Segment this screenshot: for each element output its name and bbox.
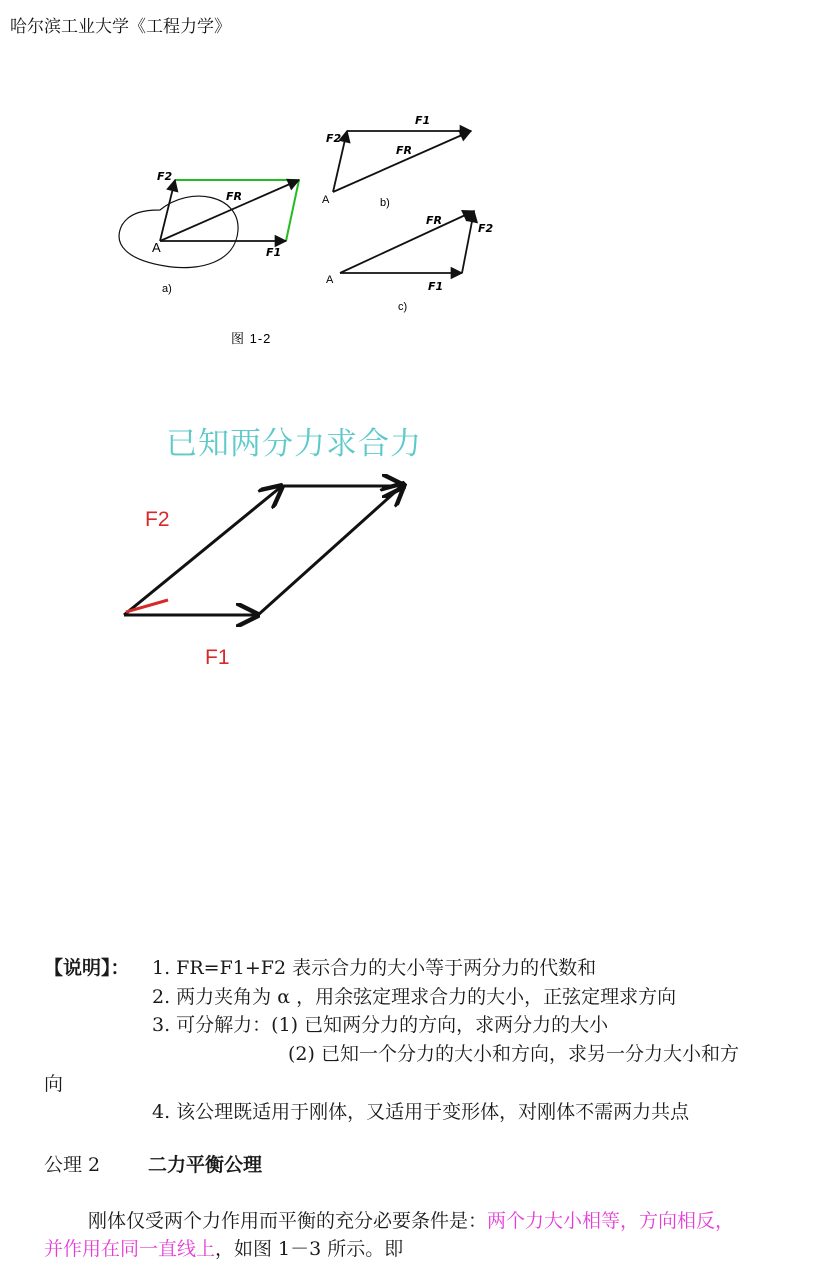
axiom-number: 公理 2 <box>44 1154 101 1176</box>
vector-f2-c <box>462 211 474 273</box>
parallelogram-right-edge <box>258 484 404 615</box>
notes-heading <box>44 954 130 982</box>
figure2-title: 已知两分力求合力 <box>166 426 422 462</box>
axiom-body-line-1 <box>88 1207 734 1235</box>
label-f1-a: F1 <box>266 246 282 259</box>
note-line-5: 4. 该公理既适用于刚体，又适用于变形体，对刚体不需两力共点 <box>152 1101 690 1123</box>
panel-a <box>119 170 299 295</box>
axiom-body-end: ，如图 1－3 所示。即 <box>215 1238 404 1260</box>
panel-b-label: b) <box>380 197 390 209</box>
vector-fr-b <box>333 131 471 192</box>
angle-mark <box>126 600 168 612</box>
figure-1-2-caption: 图 1-2 <box>231 331 272 346</box>
note-line-4-continuation: 向 <box>44 1073 64 1095</box>
label-point-a: A <box>152 240 161 255</box>
vector-fr-c <box>340 211 474 273</box>
label-fr-a: FR <box>226 190 242 203</box>
axiom-highlight-2: 并作用在同一直线上 <box>44 1238 216 1260</box>
label-f2-main: F2 <box>145 508 170 531</box>
vector-f2-main <box>124 486 282 615</box>
figure-1-2 <box>0 0 830 360</box>
note-line-4: (2) 已知一个分力的大小和方向，求另一分力大小和方 <box>288 1043 739 1065</box>
label-f1-main: F1 <box>205 646 230 669</box>
label-f2-c: F2 <box>478 222 494 235</box>
vector-f2-a <box>160 180 175 241</box>
panel-c-label: c) <box>398 301 408 313</box>
label-fr-b: FR <box>396 144 412 157</box>
panel-a-label: a) <box>162 283 172 295</box>
label-f1-b: F1 <box>415 114 431 127</box>
axiom-body-start: 刚体仅受两个力作用而平衡的充分必要条件是： <box>88 1210 488 1232</box>
note-line-2: 2. 两力夹角为 α ，用余弦定理求合力的大小，正弦定理求方向 <box>152 986 677 1008</box>
label-f2-a: F2 <box>157 170 173 183</box>
document-header: 哈尔滨工业大学《工程力学》 <box>10 17 231 37</box>
axiom-body-line-2 <box>44 1235 403 1263</box>
panel-b <box>322 114 471 209</box>
figure-parallelogram <box>0 470 830 720</box>
panel-c <box>326 211 494 313</box>
note-line-3: 3. 可分解力：(1) 已知两分力的方向，求两分力的大小 <box>152 1014 609 1036</box>
label-f2-b: F2 <box>326 132 342 145</box>
axiom-name: 二力平衡公理 <box>148 1154 263 1176</box>
label-f1-c: F1 <box>428 280 444 293</box>
label-point-b: A <box>322 194 330 206</box>
label-fr-c: FR <box>426 214 442 227</box>
label-point-c: A <box>326 274 334 286</box>
parallelogram-side-right <box>286 180 299 241</box>
note-line-1: 1. FR=F1+F2 表示合力的大小等于两分力的代数和 <box>152 957 597 979</box>
notes-heading-label: 【说明】： <box>44 957 130 979</box>
axiom-highlight-1: 两个力大小相等，方向相反， <box>487 1210 735 1232</box>
